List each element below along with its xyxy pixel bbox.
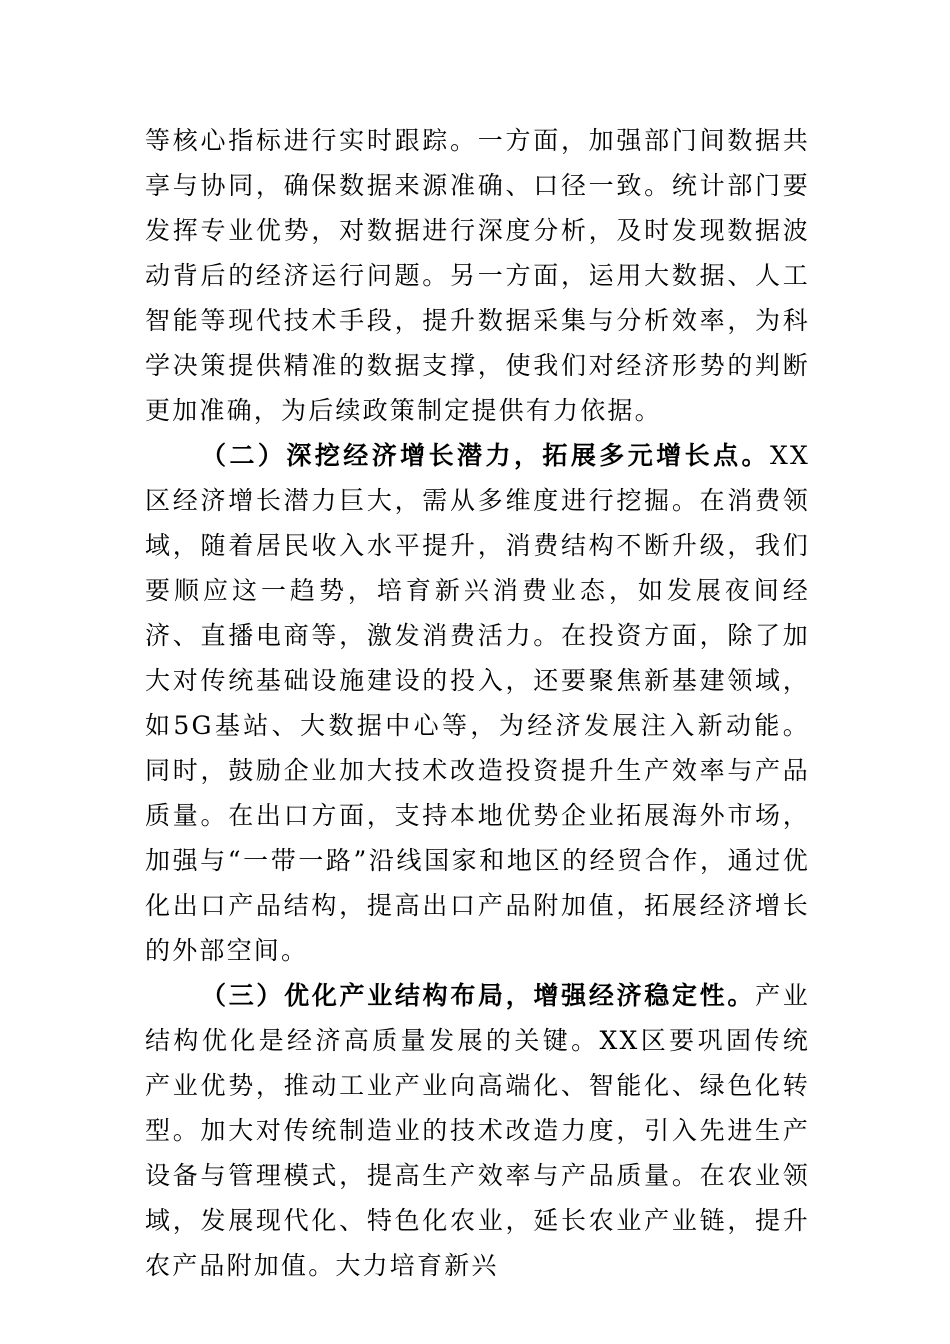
paragraph-section-two	[145, 433, 810, 973]
paragraph-section-three	[145, 973, 810, 1288]
paragraph-continuation	[145, 118, 810, 433]
paragraph-text: 等核心指标进行实时跟踪。一方面，加强部门间数据共享与协同，确保数据来源准确、口径一致。统计部门要发挥专业优势，对数据进行深度分析，及时发现数据波动背后的经济运行问题。另一方面，运用大数据、人工智能等现代技术手段，提升数据采集与分析效率，为科学决策提供精准的数据支撑，使我们对经济形势的判断更加准确，为后续政策制定提供有力依据。	[145, 126, 810, 425]
document-body	[145, 118, 810, 1288]
section-two-heading: （二）深挖经济增长潜力，拓展多元增长点。	[201, 441, 770, 470]
section-three-heading: （三）优化产业结构布局，增强经济稳定性。	[201, 981, 756, 1010]
paragraph-text: XX区经济增长潜力巨大，需从多维度进行挖掘。在消费领域，随着居民收入水平提升，消费结构不断升级，我们要顺应这一趋势，培育新兴消费业态，如发展夜间经济、直播电商等，激发消费活力。在投资方面，除了加大对传统基础设施建设的投入，还要聚焦新基建领域，如5G基站、大数据中心等，为经济发展注入新动能。同时，鼓励企业加大技术改造投资提升生产效率与产品质量。在出口方面，支持本地优势企业拓展海外市场，加强与“一带一路”沿线国家和地区的经贸合作，通过优化出口产品结构，提高出口产品附加值，拓展经济增长的外部空间。	[145, 441, 810, 965]
paragraph-text: 产业结构优化是经济高质量发展的关键。XX区要巩固传统产业优势，推动工业产业向高端化、智能化、绿色化转型。加大对传统制造业的技术改造力度，引入先进生产设备与管理模式，提高生产效率与产品质量。在农业领域，发展现代化、特色化农业，延长农业产业链，提升农产品附加值。大力培育新兴	[145, 981, 810, 1280]
